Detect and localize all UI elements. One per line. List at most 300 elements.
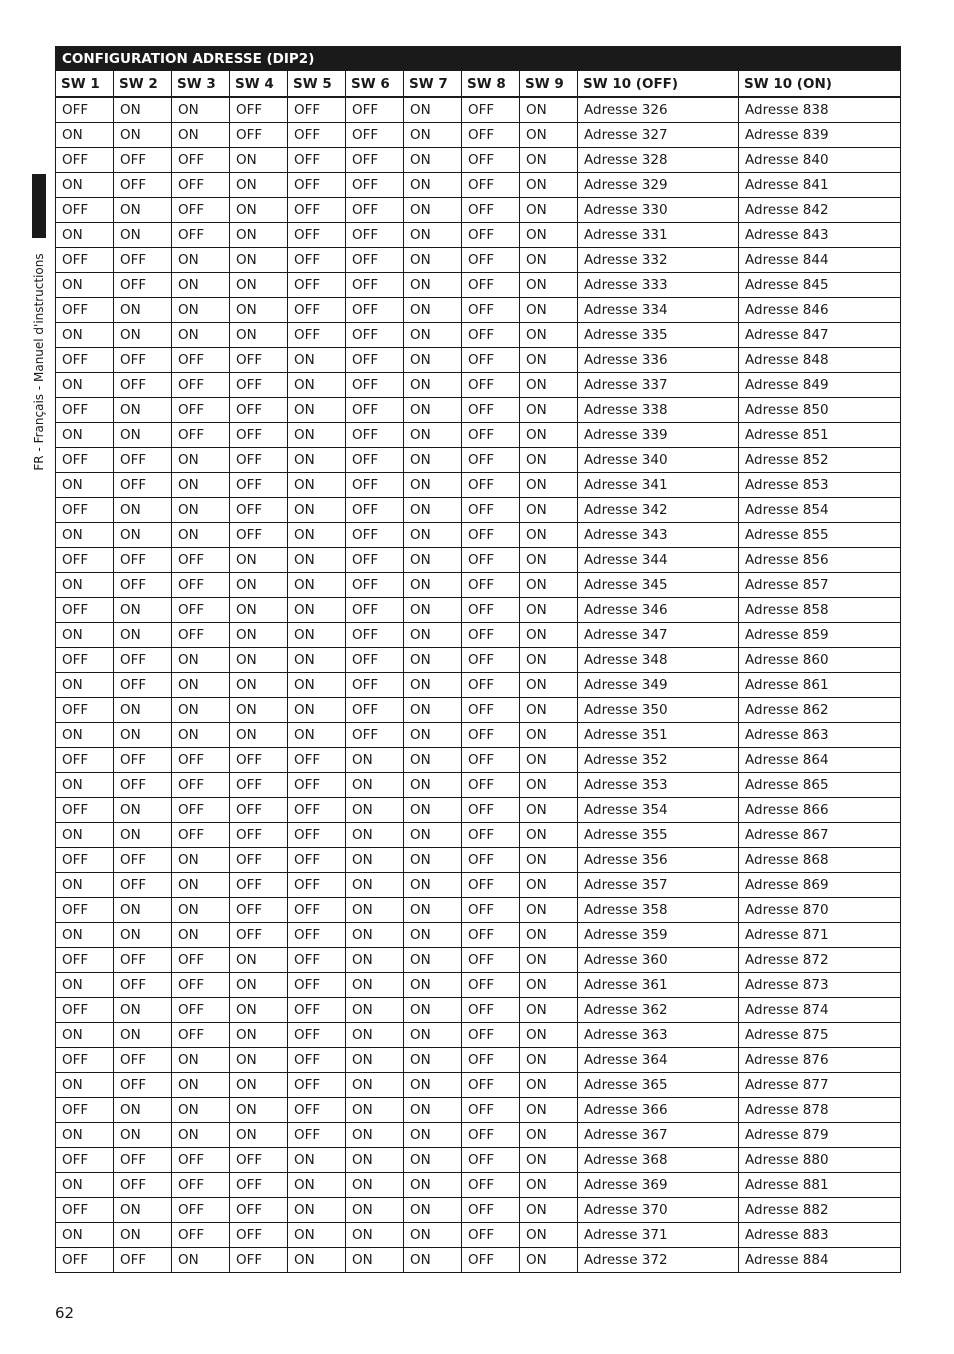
table-row xyxy=(56,548,901,573)
switch-state-cell: ON xyxy=(288,673,346,698)
switch-state-cell: OFF xyxy=(462,798,520,823)
address-cell: Adresse 884 xyxy=(739,1248,901,1273)
address-cell: Adresse 874 xyxy=(739,998,901,1023)
address-cell: Adresse 866 xyxy=(739,798,901,823)
address-cell: Adresse 846 xyxy=(739,298,901,323)
table-row xyxy=(56,948,901,973)
switch-state-cell: ON xyxy=(114,398,172,423)
switch-state-cell: ON xyxy=(288,1198,346,1223)
switch-state-cell: OFF xyxy=(56,148,114,173)
switch-state-cell: ON xyxy=(520,323,578,348)
switch-state-cell: OFF xyxy=(288,248,346,273)
switch-state-cell: ON xyxy=(230,723,288,748)
switch-state-cell: OFF xyxy=(346,598,404,623)
switch-state-cell: ON xyxy=(520,448,578,473)
switch-state-cell: ON xyxy=(520,1073,578,1098)
address-cell: Adresse 845 xyxy=(739,273,901,298)
switch-state-cell: OFF xyxy=(346,148,404,173)
switch-state-cell: ON xyxy=(114,698,172,723)
switch-state-cell: OFF xyxy=(462,1098,520,1123)
table-row xyxy=(56,1123,901,1148)
address-cell: Adresse 359 xyxy=(578,923,739,948)
address-cell: Adresse 865 xyxy=(739,773,901,798)
switch-state-cell: ON xyxy=(56,573,114,598)
switch-state-cell: OFF xyxy=(288,773,346,798)
address-cell: Adresse 838 xyxy=(739,97,901,123)
switch-state-cell: OFF xyxy=(114,148,172,173)
address-cell: Adresse 338 xyxy=(578,398,739,423)
switch-state-cell: OFF xyxy=(462,173,520,198)
switch-state-cell: ON xyxy=(230,698,288,723)
switch-state-cell: OFF xyxy=(230,748,288,773)
switch-state-cell: ON xyxy=(56,823,114,848)
switch-state-cell: ON xyxy=(230,1048,288,1073)
switch-state-cell: OFF xyxy=(462,448,520,473)
switch-state-cell: ON xyxy=(404,1148,462,1173)
switch-state-cell: ON xyxy=(288,598,346,623)
table-row xyxy=(56,373,901,398)
address-cell: Adresse 867 xyxy=(739,823,901,848)
address-cell: Adresse 856 xyxy=(739,548,901,573)
switch-state-cell: OFF xyxy=(230,923,288,948)
address-cell: Adresse 362 xyxy=(578,998,739,1023)
address-cell: Adresse 330 xyxy=(578,198,739,223)
switch-state-cell: ON xyxy=(520,923,578,948)
switch-state-cell: OFF xyxy=(462,1173,520,1198)
switch-state-cell: OFF xyxy=(462,598,520,623)
table-row xyxy=(56,698,901,723)
switch-state-cell: ON xyxy=(288,348,346,373)
switch-state-cell: ON xyxy=(172,473,230,498)
switch-state-cell: ON xyxy=(230,273,288,298)
switch-state-cell: OFF xyxy=(56,848,114,873)
switch-state-cell: OFF xyxy=(230,373,288,398)
switch-state-cell: OFF xyxy=(172,1173,230,1198)
switch-state-cell: OFF xyxy=(172,998,230,1023)
address-cell: Adresse 880 xyxy=(739,1148,901,1173)
switch-state-cell: OFF xyxy=(288,823,346,848)
address-cell: Adresse 882 xyxy=(739,1198,901,1223)
switch-state-cell: OFF xyxy=(346,373,404,398)
switch-state-cell: OFF xyxy=(462,223,520,248)
switch-state-cell: OFF xyxy=(462,148,520,173)
switch-state-cell: ON xyxy=(288,1148,346,1173)
switch-state-cell: ON xyxy=(114,523,172,548)
switch-state-cell: OFF xyxy=(172,773,230,798)
address-cell: Adresse 371 xyxy=(578,1223,739,1248)
switch-state-cell: OFF xyxy=(230,398,288,423)
switch-state-cell: ON xyxy=(520,423,578,448)
switch-state-cell: OFF xyxy=(56,798,114,823)
switch-state-cell: ON xyxy=(288,423,346,448)
switch-state-cell: ON xyxy=(230,648,288,673)
address-cell: Adresse 342 xyxy=(578,498,739,523)
switch-state-cell: OFF xyxy=(230,848,288,873)
switch-state-cell: ON xyxy=(520,223,578,248)
table-row xyxy=(56,1073,901,1098)
switch-state-cell: ON xyxy=(404,1248,462,1273)
switch-state-cell: OFF xyxy=(288,1048,346,1073)
switch-state-cell: ON xyxy=(56,973,114,998)
switch-state-cell: OFF xyxy=(114,448,172,473)
switch-state-cell: ON xyxy=(404,273,462,298)
switch-state-cell: ON xyxy=(56,1023,114,1048)
switch-state-cell: OFF xyxy=(172,748,230,773)
table-row xyxy=(56,623,901,648)
switch-state-cell: ON xyxy=(404,148,462,173)
switch-state-cell: ON xyxy=(520,998,578,1023)
address-cell: Adresse 369 xyxy=(578,1173,739,1198)
switch-state-cell: ON xyxy=(346,1073,404,1098)
address-cell: Adresse 337 xyxy=(578,373,739,398)
switch-state-cell: ON xyxy=(172,97,230,123)
switch-state-cell: ON xyxy=(346,1048,404,1073)
switch-state-cell: ON xyxy=(520,473,578,498)
switch-state-cell: OFF xyxy=(462,248,520,273)
switch-state-cell: ON xyxy=(56,1173,114,1198)
switch-state-cell: OFF xyxy=(462,123,520,148)
address-cell: Adresse 854 xyxy=(739,498,901,523)
switch-state-cell: OFF xyxy=(114,873,172,898)
switch-state-cell: OFF xyxy=(462,948,520,973)
switch-state-cell: OFF xyxy=(346,348,404,373)
switch-state-cell: ON xyxy=(404,673,462,698)
switch-state-cell: OFF xyxy=(462,648,520,673)
switch-state-cell: OFF xyxy=(172,398,230,423)
column-header: SW 1 xyxy=(56,71,114,98)
switch-state-cell: ON xyxy=(346,948,404,973)
address-cell: Adresse 857 xyxy=(739,573,901,598)
switch-state-cell: ON xyxy=(404,123,462,148)
switch-state-cell: OFF xyxy=(462,823,520,848)
switch-state-cell: ON xyxy=(404,598,462,623)
switch-state-cell: ON xyxy=(404,698,462,723)
switch-state-cell: ON xyxy=(114,123,172,148)
address-cell: Adresse 334 xyxy=(578,298,739,323)
switch-state-cell: OFF xyxy=(288,848,346,873)
switch-state-cell: ON xyxy=(404,973,462,998)
switch-state-cell: ON xyxy=(288,1173,346,1198)
switch-state-cell: ON xyxy=(520,573,578,598)
switch-state-cell: ON xyxy=(172,248,230,273)
switch-state-cell: OFF xyxy=(172,798,230,823)
address-cell: Adresse 881 xyxy=(739,1173,901,1198)
switch-state-cell: OFF xyxy=(114,973,172,998)
switch-state-cell: ON xyxy=(230,673,288,698)
switch-state-cell: ON xyxy=(404,848,462,873)
switch-state-cell: ON xyxy=(520,248,578,273)
switch-state-cell: ON xyxy=(520,198,578,223)
switch-state-cell: OFF xyxy=(56,1148,114,1173)
switch-state-cell: ON xyxy=(230,173,288,198)
address-cell: Adresse 883 xyxy=(739,1223,901,1248)
switch-state-cell: ON xyxy=(404,423,462,448)
switch-state-cell: ON xyxy=(404,823,462,848)
address-cell: Adresse 863 xyxy=(739,723,901,748)
switch-state-cell: OFF xyxy=(114,773,172,798)
switch-state-cell: ON xyxy=(346,1198,404,1223)
switch-state-cell: OFF xyxy=(346,198,404,223)
switch-state-cell: ON xyxy=(230,223,288,248)
table-row xyxy=(56,1223,901,1248)
address-cell: Adresse 850 xyxy=(739,398,901,423)
switch-state-cell: ON xyxy=(520,1123,578,1148)
switch-state-cell: OFF xyxy=(114,948,172,973)
switch-state-cell: OFF xyxy=(172,623,230,648)
switch-state-cell: ON xyxy=(404,898,462,923)
switch-state-cell: ON xyxy=(172,298,230,323)
section-tab-marker xyxy=(32,174,46,238)
table-row xyxy=(56,223,901,248)
table-row xyxy=(56,873,901,898)
switch-state-cell: ON xyxy=(404,97,462,123)
switch-state-cell: OFF xyxy=(56,748,114,773)
switch-state-cell: OFF xyxy=(230,97,288,123)
switch-state-cell: ON xyxy=(230,323,288,348)
switch-state-cell: OFF xyxy=(230,448,288,473)
switch-state-cell: ON xyxy=(114,223,172,248)
switch-state-cell: ON xyxy=(404,248,462,273)
switch-state-cell: OFF xyxy=(230,1173,288,1198)
switch-state-cell: ON xyxy=(520,648,578,673)
switch-state-cell: ON xyxy=(230,598,288,623)
switch-state-cell: ON xyxy=(172,448,230,473)
switch-state-cell: OFF xyxy=(462,748,520,773)
table-row xyxy=(56,248,901,273)
switch-state-cell: ON xyxy=(404,1123,462,1148)
switch-state-cell: ON xyxy=(114,723,172,748)
switch-state-cell: OFF xyxy=(462,973,520,998)
address-cell: Adresse 859 xyxy=(739,623,901,648)
switch-state-cell: ON xyxy=(520,398,578,423)
switch-state-cell: ON xyxy=(172,523,230,548)
switch-state-cell: ON xyxy=(56,223,114,248)
switch-state-cell: ON xyxy=(520,598,578,623)
switch-state-cell: ON xyxy=(114,423,172,448)
switch-state-cell: ON xyxy=(404,923,462,948)
switch-state-cell: ON xyxy=(288,448,346,473)
switch-state-cell: ON xyxy=(288,623,346,648)
switch-state-cell: ON xyxy=(404,298,462,323)
address-cell: Adresse 339 xyxy=(578,423,739,448)
address-cell: Adresse 876 xyxy=(739,1048,901,1073)
address-cell: Adresse 367 xyxy=(578,1123,739,1148)
switch-state-cell: ON xyxy=(520,1173,578,1198)
switch-state-cell: ON xyxy=(404,798,462,823)
switch-state-cell: ON xyxy=(404,948,462,973)
switch-state-cell: ON xyxy=(114,1198,172,1223)
switch-state-cell: OFF xyxy=(288,323,346,348)
switch-state-cell: ON xyxy=(288,498,346,523)
switch-state-cell: ON xyxy=(114,323,172,348)
table-row xyxy=(56,673,901,698)
switch-state-cell: ON xyxy=(288,398,346,423)
switch-state-cell: OFF xyxy=(56,1048,114,1073)
switch-state-cell: ON xyxy=(114,97,172,123)
switch-state-cell: OFF xyxy=(346,273,404,298)
switch-state-cell: OFF xyxy=(114,1173,172,1198)
switch-state-cell: OFF xyxy=(346,523,404,548)
table-row xyxy=(56,998,901,1023)
switch-state-cell: OFF xyxy=(346,473,404,498)
address-cell: Adresse 327 xyxy=(578,123,739,148)
address-cell: Adresse 354 xyxy=(578,798,739,823)
table-row xyxy=(56,848,901,873)
switch-state-cell: OFF xyxy=(288,948,346,973)
switch-state-cell: ON xyxy=(56,873,114,898)
switch-state-cell: ON xyxy=(114,1123,172,1148)
switch-state-cell: ON xyxy=(230,623,288,648)
switch-state-cell: OFF xyxy=(462,1048,520,1073)
switch-state-cell: OFF xyxy=(462,523,520,548)
switch-state-cell: OFF xyxy=(462,498,520,523)
switch-state-cell: OFF xyxy=(288,998,346,1023)
table-row xyxy=(56,173,901,198)
switch-state-cell: OFF xyxy=(56,648,114,673)
switch-state-cell: ON xyxy=(404,173,462,198)
switch-state-cell: ON xyxy=(288,373,346,398)
switch-state-cell: ON xyxy=(520,973,578,998)
switch-state-cell: ON xyxy=(172,923,230,948)
switch-state-cell: OFF xyxy=(346,673,404,698)
address-cell: Adresse 355 xyxy=(578,823,739,848)
switch-state-cell: ON xyxy=(114,923,172,948)
switch-state-cell: OFF xyxy=(172,1023,230,1048)
switch-state-cell: ON xyxy=(56,373,114,398)
switch-state-cell: ON xyxy=(114,198,172,223)
switch-state-cell: OFF xyxy=(114,673,172,698)
switch-state-cell: OFF xyxy=(230,898,288,923)
switch-state-cell: OFF xyxy=(288,898,346,923)
switch-state-cell: ON xyxy=(346,773,404,798)
table-row xyxy=(56,823,901,848)
switch-state-cell: OFF xyxy=(346,223,404,248)
switch-state-cell: OFF xyxy=(114,848,172,873)
address-cell: Adresse 350 xyxy=(578,698,739,723)
switch-state-cell: ON xyxy=(172,1098,230,1123)
switch-state-cell: ON xyxy=(404,198,462,223)
switch-state-cell: ON xyxy=(172,1248,230,1273)
switch-state-cell: OFF xyxy=(114,648,172,673)
switch-state-cell: OFF xyxy=(230,1248,288,1273)
table-row xyxy=(56,298,901,323)
switch-state-cell: ON xyxy=(172,848,230,873)
switch-state-cell: ON xyxy=(230,1023,288,1048)
switch-state-cell: ON xyxy=(520,673,578,698)
switch-state-cell: ON xyxy=(114,898,172,923)
table-row xyxy=(56,523,901,548)
switch-state-cell: ON xyxy=(56,623,114,648)
switch-state-cell: OFF xyxy=(172,198,230,223)
switch-state-cell: OFF xyxy=(114,248,172,273)
switch-state-cell: ON xyxy=(404,223,462,248)
address-cell: Adresse 328 xyxy=(578,148,739,173)
switch-state-cell: OFF xyxy=(462,548,520,573)
switch-state-cell: OFF xyxy=(172,1148,230,1173)
switch-state-cell: ON xyxy=(520,148,578,173)
switch-state-cell: OFF xyxy=(346,698,404,723)
address-cell: Adresse 871 xyxy=(739,923,901,948)
table-row xyxy=(56,148,901,173)
switch-state-cell: OFF xyxy=(172,173,230,198)
switch-state-cell: ON xyxy=(346,1148,404,1173)
switch-state-cell: ON xyxy=(230,148,288,173)
switch-state-cell: ON xyxy=(172,648,230,673)
switch-state-cell: ON xyxy=(404,748,462,773)
address-cell: Adresse 872 xyxy=(739,948,901,973)
switch-state-cell: ON xyxy=(56,323,114,348)
column-header: SW 9 xyxy=(520,71,578,98)
switch-state-cell: ON xyxy=(346,748,404,773)
table-header-row xyxy=(56,71,901,98)
address-cell: Adresse 848 xyxy=(739,348,901,373)
address-cell: Adresse 344 xyxy=(578,548,739,573)
switch-state-cell: ON xyxy=(230,1073,288,1098)
switch-state-cell: ON xyxy=(114,1098,172,1123)
switch-state-cell: OFF xyxy=(114,1048,172,1073)
switch-state-cell: ON xyxy=(346,1123,404,1148)
switch-state-cell: OFF xyxy=(462,673,520,698)
switch-state-cell: OFF xyxy=(288,223,346,248)
switch-state-cell: OFF xyxy=(56,948,114,973)
switch-state-cell: ON xyxy=(346,973,404,998)
address-cell: Adresse 879 xyxy=(739,1123,901,1148)
switch-state-cell: ON xyxy=(520,523,578,548)
switch-state-cell: ON xyxy=(230,998,288,1023)
switch-state-cell: ON xyxy=(404,548,462,573)
address-cell: Adresse 852 xyxy=(739,448,901,473)
switch-state-cell: OFF xyxy=(462,323,520,348)
switch-state-cell: ON xyxy=(404,648,462,673)
switch-state-cell: ON xyxy=(346,1023,404,1048)
switch-state-cell: ON xyxy=(520,623,578,648)
switch-state-cell: ON xyxy=(56,773,114,798)
switch-state-cell: OFF xyxy=(172,148,230,173)
switch-state-cell: ON xyxy=(520,348,578,373)
address-cell: Adresse 860 xyxy=(739,648,901,673)
switch-state-cell: ON xyxy=(288,723,346,748)
switch-state-cell: ON xyxy=(520,948,578,973)
switch-state-cell: OFF xyxy=(230,123,288,148)
switch-state-cell: OFF xyxy=(114,173,172,198)
switch-state-cell: ON xyxy=(520,773,578,798)
switch-state-cell: OFF xyxy=(230,523,288,548)
table-row xyxy=(56,198,901,223)
switch-state-cell: OFF xyxy=(346,648,404,673)
switch-state-cell: OFF xyxy=(346,423,404,448)
switch-state-cell: OFF xyxy=(114,373,172,398)
address-cell: Adresse 862 xyxy=(739,698,901,723)
switch-state-cell: ON xyxy=(114,798,172,823)
page-number: 62 xyxy=(55,1304,75,1322)
address-cell: Adresse 346 xyxy=(578,598,739,623)
column-header: SW 7 xyxy=(404,71,462,98)
switch-state-cell: ON xyxy=(404,1098,462,1123)
switch-state-cell: OFF xyxy=(462,723,520,748)
switch-state-cell: OFF xyxy=(288,148,346,173)
switch-state-cell: OFF xyxy=(288,798,346,823)
address-cell: Adresse 842 xyxy=(739,198,901,223)
switch-state-cell: OFF xyxy=(172,598,230,623)
switch-state-cell: OFF xyxy=(462,998,520,1023)
switch-state-cell: ON xyxy=(520,123,578,148)
switch-state-cell: OFF xyxy=(56,348,114,373)
switch-state-cell: OFF xyxy=(114,548,172,573)
address-cell: Adresse 877 xyxy=(739,1073,901,1098)
switch-state-cell: ON xyxy=(346,848,404,873)
switch-state-cell: OFF xyxy=(462,1198,520,1223)
switch-state-cell: OFF xyxy=(288,298,346,323)
